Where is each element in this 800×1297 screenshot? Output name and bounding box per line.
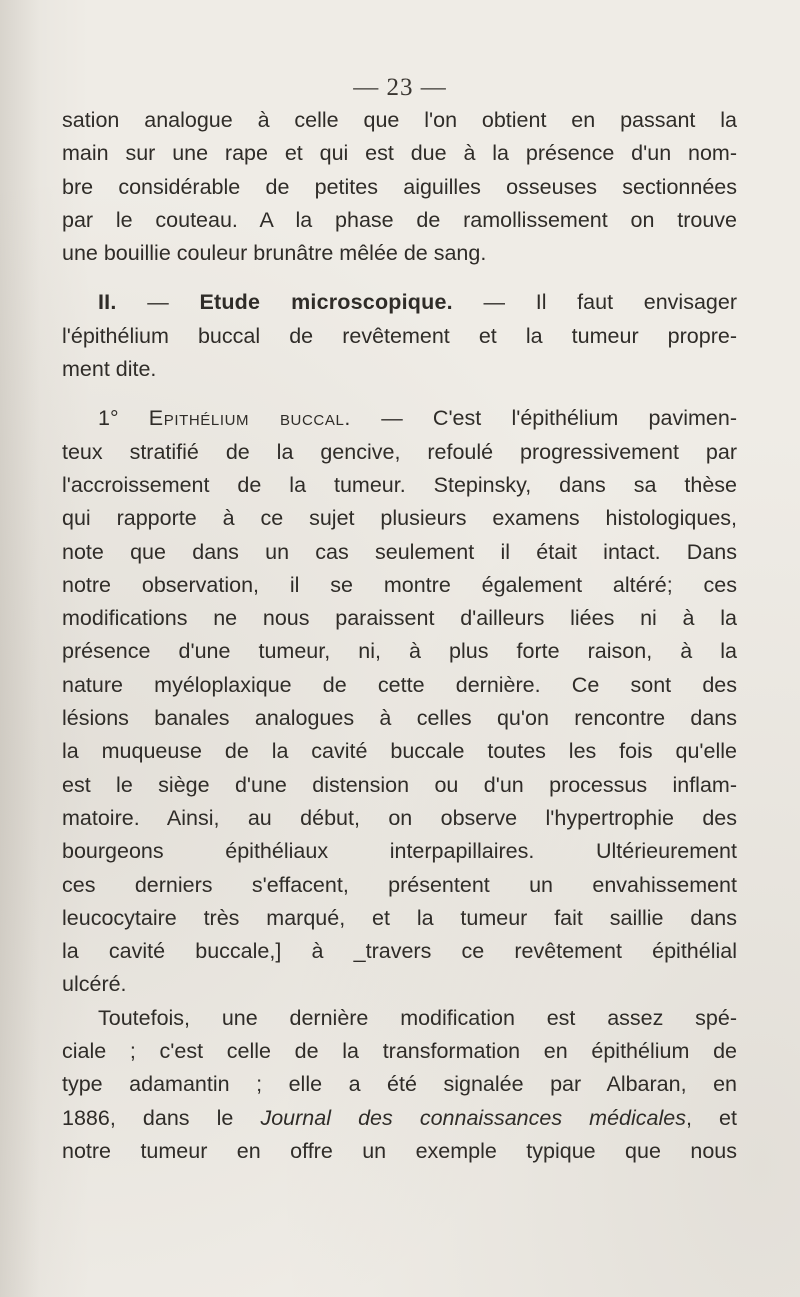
- text-line: matoire. Ainsi, au début, on observe l'hypertrophie des: [62, 805, 737, 830]
- section-number: II.: [98, 290, 117, 315]
- text-line: bre considérable de petites aiguilles osseuses sectionnées: [62, 174, 737, 199]
- text-line: Toutefois, une dernière modification est assez spé-: [98, 1005, 737, 1030]
- paragraph-epithelium: [62, 402, 737, 1001]
- text-line: bourgeons épithéliaux interpapillaires. Ultérieurement: [62, 839, 737, 864]
- text-line: présence d'une tumeur, ni, à plus forte raison, à la: [62, 639, 737, 664]
- text-line: l'épithélium buccal de revêtement et la tumeur propre-: [62, 323, 737, 348]
- text-fragment: 1886, dans le: [62, 1105, 261, 1130]
- section-title: Etude microscopique.: [199, 290, 453, 315]
- text-line: par le couteau. A la phase de ramollissement on trouve: [62, 207, 737, 232]
- text-line: est le siège d'une distension ou d'un processus inflam-: [62, 772, 737, 797]
- text-line: une bouillie couleur brunâtre mêlée de sang.: [62, 241, 487, 266]
- text-line: la muqueuse de la cavité buccale toutes les fois qu'elle: [62, 739, 737, 764]
- subsection-number: 1°: [98, 406, 119, 431]
- text-line: ces derniers s'effacent, présentent un envahissement: [62, 872, 737, 897]
- text-line: l'accroissement de la tumeur. Stepinsky, dans sa thèse: [62, 472, 737, 497]
- text-line: ment dite.: [62, 357, 157, 382]
- text-fragment: — Il faut envisager: [483, 290, 737, 315]
- text-line: nature myéloplaxique de cette dernière. Ce sont des: [62, 672, 737, 697]
- text-line: leucocytaire très marqué, et la tumeur fait saillie dans: [62, 905, 737, 930]
- text-line: qui rapporte à ce sujet plusieurs examens histologiques,: [62, 506, 737, 531]
- journal-title: Journal des connaissances médicales: [260, 1105, 686, 1130]
- paragraph-adamantine: [62, 1002, 737, 1168]
- subsection-heading-line: [62, 402, 737, 435]
- text-fragment: — C'est l'épithélium pavimen-: [381, 406, 737, 431]
- text-line: notre observation, il se montre également altéré; ces: [62, 572, 737, 597]
- section-heading-line: [62, 286, 737, 319]
- text-line: sation analogue à celle que l'on obtient en passant la: [62, 108, 737, 132]
- text-line: ulcéré.: [62, 972, 127, 997]
- text-line: lésions banales analogues à celles qu'on rencontre dans: [62, 706, 737, 731]
- text-line: notre tumeur en offre un exemple typique que nous: [62, 1138, 737, 1163]
- text-line: main sur une rape et qui est due à la présence d'un nom-: [62, 141, 737, 166]
- page-number: — 23 —: [353, 74, 447, 101]
- paragraph-continuation: [62, 104, 737, 270]
- text-line: la cavité buccale,] à _travers ce revêtement épithélial: [62, 939, 737, 964]
- text-fragment: , et: [685, 1105, 737, 1130]
- subsection-title: Epithélium buccal.: [148, 406, 351, 431]
- journal-citation-line: [62, 1102, 737, 1135]
- text-line: ciale ; c'est celle de la transformation en épithélium de: [62, 1039, 737, 1064]
- text-line: type adamantin ; elle a été signalée par Albaran, en: [62, 1072, 737, 1097]
- body-text: [62, 104, 737, 1168]
- text-line: modifications ne nous paraissent d'ailleurs liées ni à la: [62, 606, 737, 631]
- section-dash: —: [116, 290, 200, 315]
- text-line: note que dans un cas seulement il était intact. Dans: [62, 539, 737, 564]
- section-microscopic-study: [62, 286, 737, 386]
- text-line: teux stratifié de la gencive, refoulé progressivement par: [62, 439, 737, 464]
